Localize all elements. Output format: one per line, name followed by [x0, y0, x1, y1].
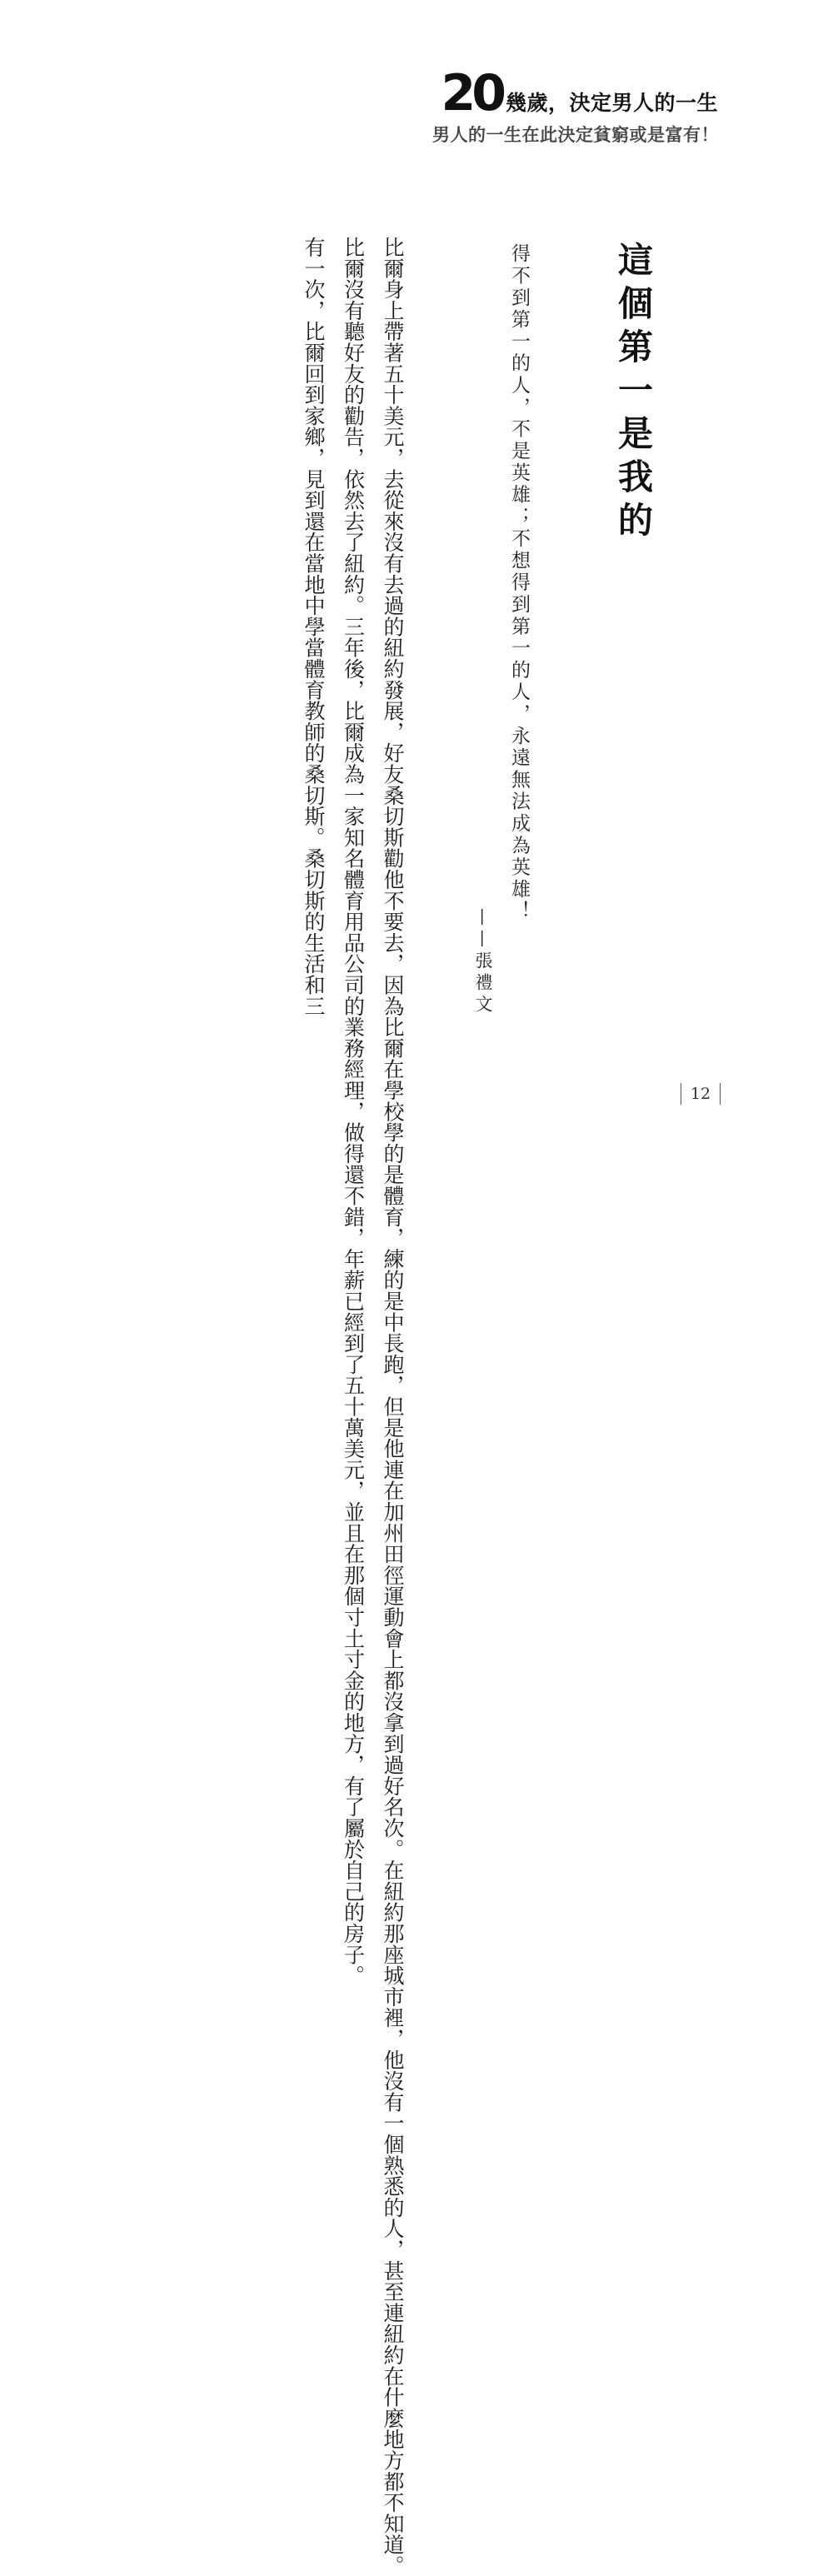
running-header-title [441, 64, 718, 122]
body-paragraph: 有一次，比爾回到家鄉，見到還在當地中學當體育教師的桑切斯。桑切斯的生活和三 [302, 237, 326, 1017]
body-text [294, 195, 413, 2576]
body-paragraph: 比爾沒有聽好友的勸告，依然去了紐約。三年後，比爾成為一家知名體育用品公司的業務經理，做得還不錯，年薪已經到了五十萬美元，並且在那個寸土寸金的地方，有了屬於自己的房子。 [341, 237, 366, 1986]
epigraph-quote: 得不到第一的人，不是英雄；不想得到第一的人，永遠無法成為英雄！ [508, 243, 530, 923]
chapter-title: 這個第一是我的 [613, 242, 654, 545]
page-number-box [681, 1083, 721, 1105]
header-title-number: 20 [441, 64, 502, 122]
page-number: 12 [690, 1084, 711, 1103]
epigraph-attribution: ——張禮文 [473, 908, 493, 1016]
header-title-text: 幾歲，決定男人的一生 [505, 91, 718, 115]
running-header-subtitle: 男人的一生在此決定貧窮或是富有！ [432, 125, 719, 145]
body-paragraph: 比爾身上帶著五十美元，去從來沒有去過的紐約發展，好友桑切斯勸他不要去，因為比爾在學校學的是體育，練的是中長跑，但是他連在加州田徑運動會上都沒拿到過好名次。在紐約那座城市裡，他沒有一個熟悉的人，甚至連紐約在什麼地方都不知道。 [381, 237, 405, 2576]
